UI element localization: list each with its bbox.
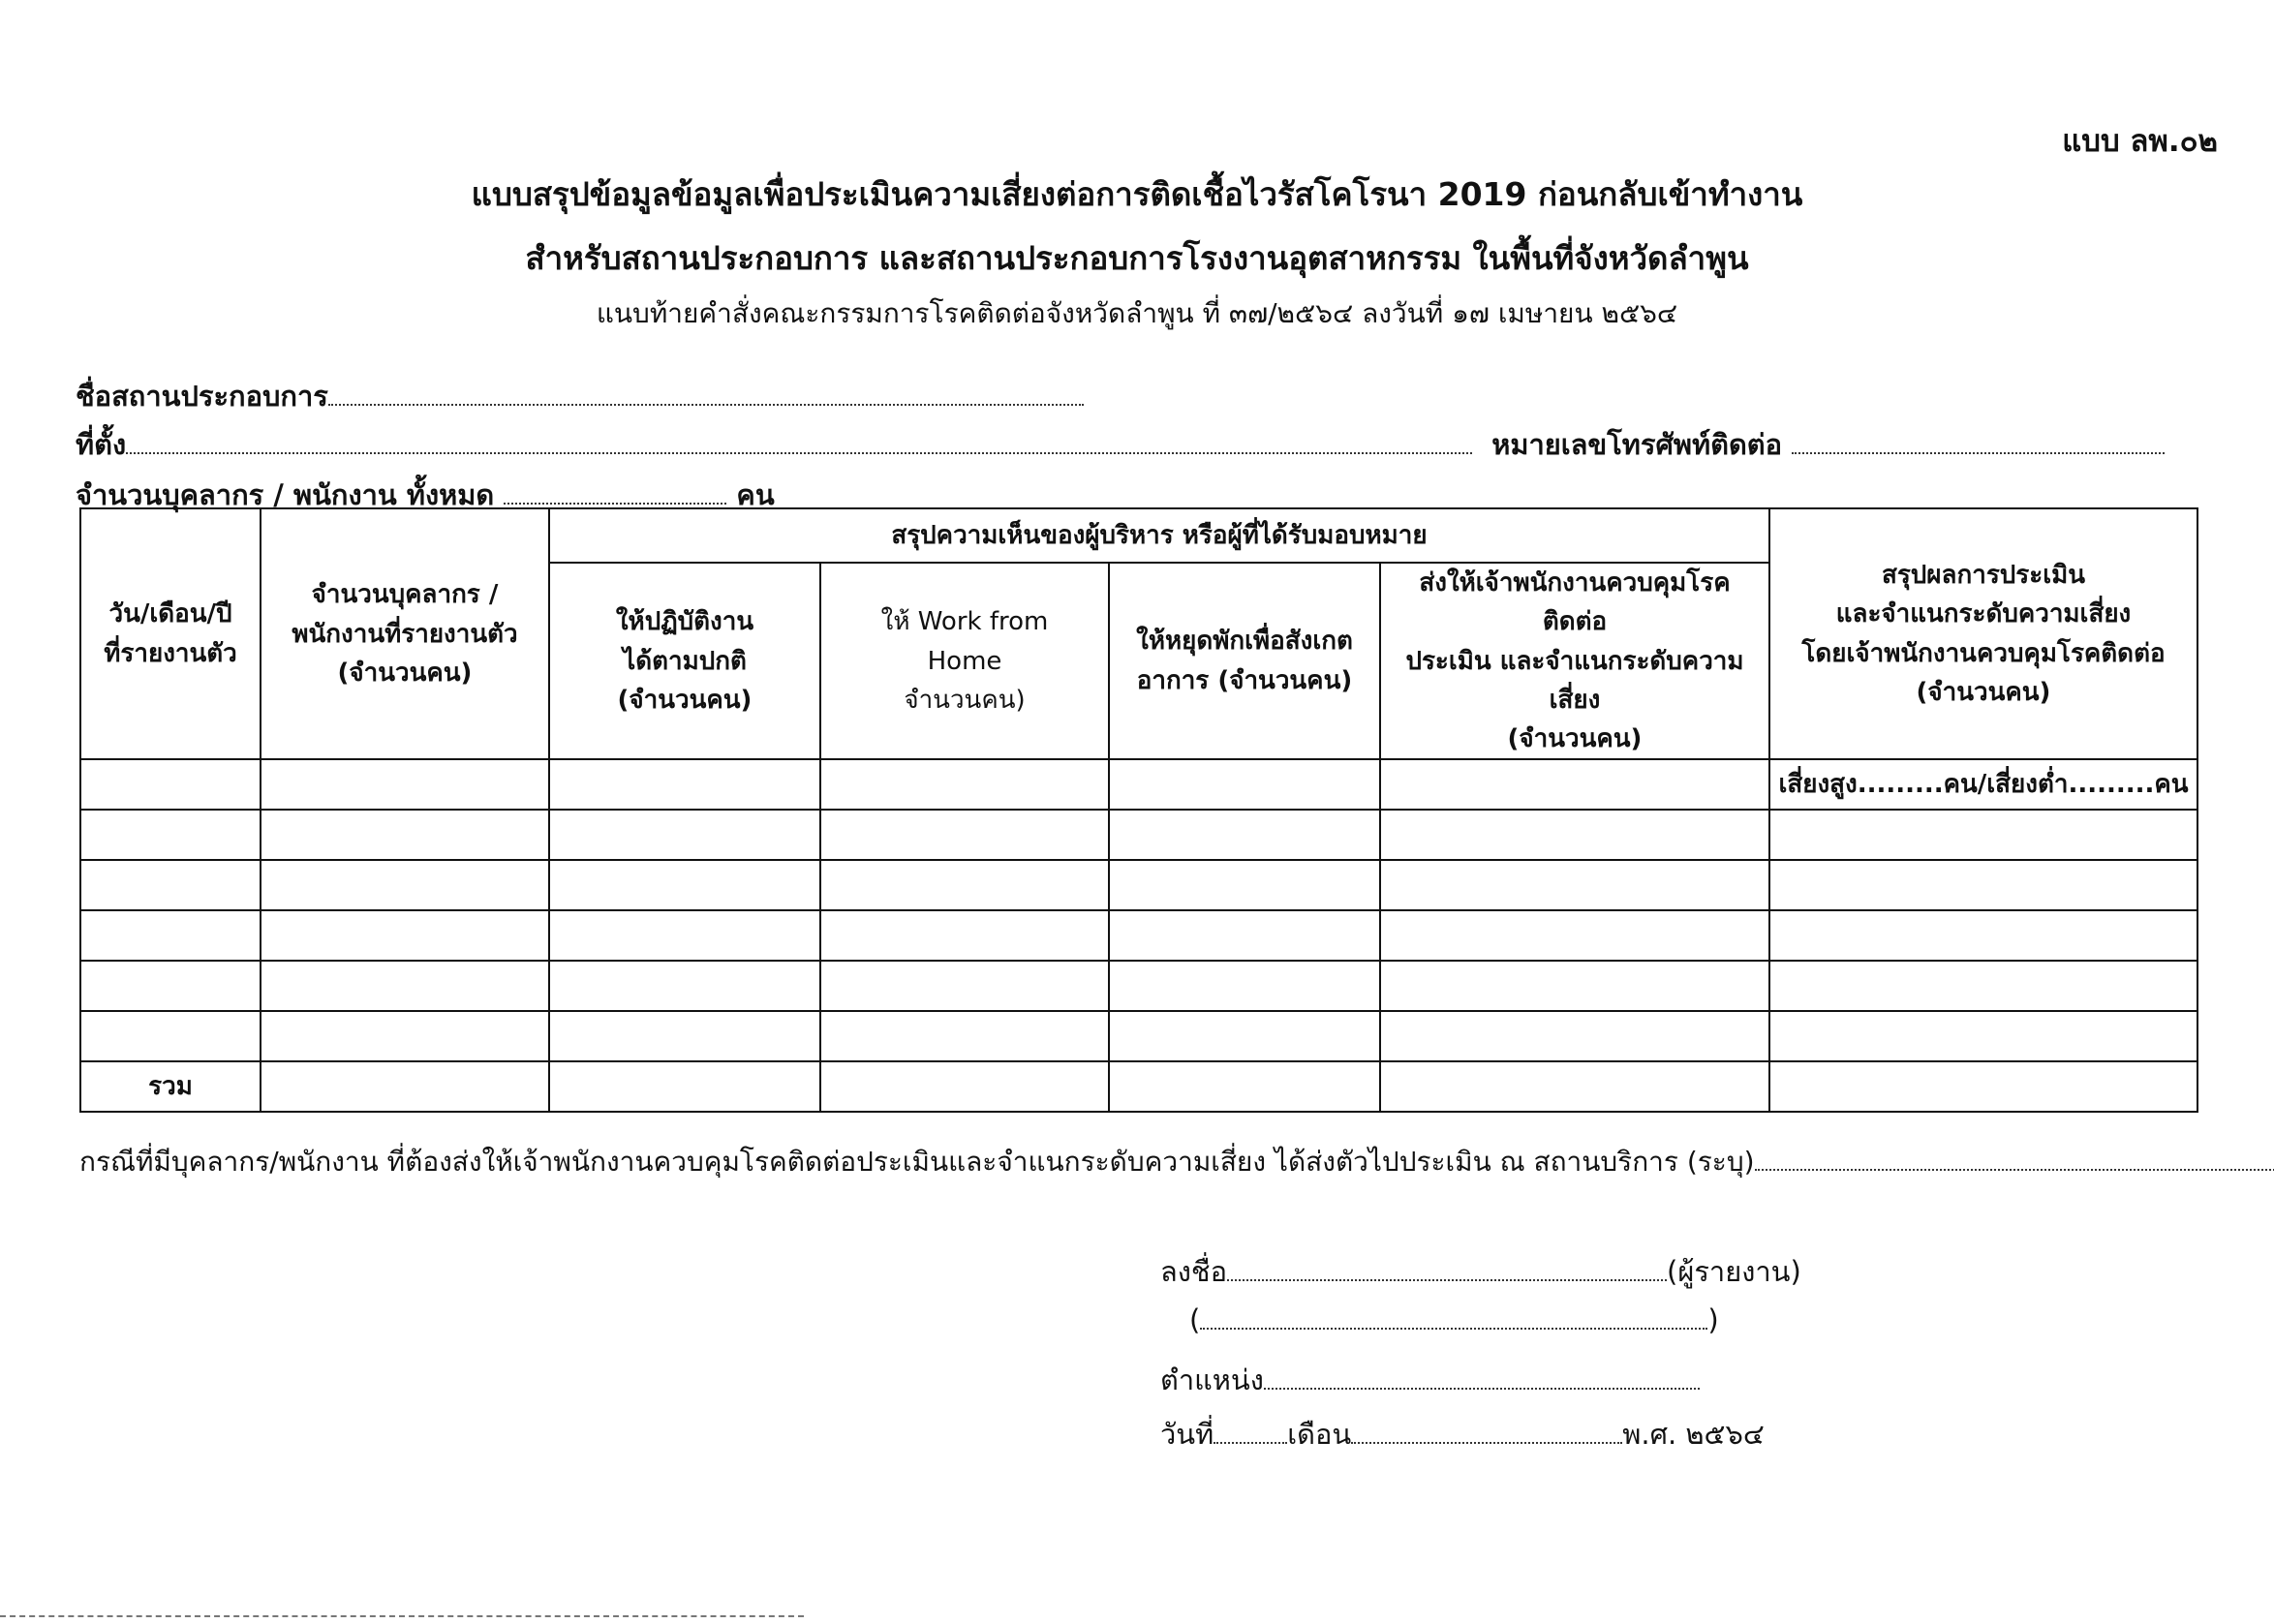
table-cell[interactable] (820, 860, 1109, 910)
establishment-label: ชื่อสถานประกอบการ (76, 380, 328, 413)
form-code: แบบ ลพ.๐๒ (2062, 124, 2218, 159)
staff-total-label: จำนวนบุคลากร / พนักงาน ทั้งหมด (76, 478, 495, 511)
table-cell[interactable] (1380, 860, 1769, 910)
table-cell[interactable] (1769, 1061, 2197, 1112)
table-cell[interactable] (1109, 961, 1380, 1011)
header-reported (261, 508, 549, 759)
form-reference: แนบท้ายคำสั่งคณะกรรมการโรคติดต่อจังหวัดลำพูน ที่ ๓๗/๒๕๖๔ ลงวันที่ ๑๗ เมษายน ๒๕๖๔ (596, 297, 1678, 329)
table-row (80, 759, 2197, 810)
table-cell[interactable] (549, 910, 820, 961)
table-cell[interactable] (80, 961, 261, 1011)
position-label: ตำแหน่ง (1160, 1364, 1264, 1396)
risk-summary-cell[interactable]: เสี่ยงสูง.........คน/เสี่ยงต่ำ.........คน (1769, 759, 2197, 810)
table-cell[interactable] (549, 860, 820, 910)
table-cell[interactable] (1380, 1011, 1769, 1061)
printed-name-field[interactable] (1200, 1306, 1707, 1330)
header-observe-line1: ให้หยุดพักเพื่อสังเกต (1136, 627, 1353, 657)
table-row (80, 1011, 2197, 1061)
table-cell[interactable] (549, 810, 820, 860)
table-cell[interactable] (1769, 910, 2197, 961)
location-field[interactable] (126, 431, 1472, 454)
table-cell[interactable] (1109, 759, 1380, 810)
header-reported-line3: (จำนวนคน) (337, 658, 473, 688)
header-refer (1380, 563, 1769, 759)
table-cell[interactable] (1380, 1061, 1769, 1112)
header-refer-line3: (จำนวนคน) (1507, 724, 1643, 754)
table-cell[interactable] (1769, 860, 2197, 910)
position-field[interactable] (1264, 1366, 1700, 1390)
table-cell[interactable] (80, 910, 261, 961)
header-result-line1: สรุปผลการประเมิน (1881, 561, 2086, 591)
table-cell[interactable] (549, 961, 820, 1011)
table-cell[interactable] (1380, 810, 1769, 860)
total-label: รวม (80, 1061, 261, 1112)
signature-field[interactable] (1227, 1258, 1667, 1281)
referral-note: กรณีที่มีบุคลากร/พนักงาน ที่ต้องส่งให้เจ้าพนักงานควบคุมโรคติดต่อประเมินและจำแนกระดับความเสี่ยง ได้ส่งตัวไปประเมิน ณ สถานบริการ (ระบุ) (79, 1146, 1755, 1178)
reporter-label: (ผู้รายงาน) (1667, 1255, 1801, 1288)
header-normal-work (549, 563, 820, 759)
table-cell[interactable] (820, 1061, 1109, 1112)
signature-row (1160, 1249, 1801, 1294)
table-cell[interactable] (261, 961, 549, 1011)
printed-name-row (1189, 1303, 1719, 1336)
table-cell[interactable] (261, 759, 549, 810)
header-refer-line1: ส่งให้เจ้าพนักงานควบคุมโรคติดต่อ (1419, 568, 1731, 637)
header-observe (1109, 563, 1380, 759)
table-cell[interactable] (820, 810, 1109, 860)
phone-label: หมายเลขโทรศัพท์ติดต่อ (1491, 428, 1783, 461)
position-row (1160, 1358, 1700, 1402)
form-subtitle: สำหรับสถานประกอบการ และสถานประกอบการโรงงานอุตสาหกรรม ในพื้นที่จังหวัดลำพูน (525, 239, 1749, 277)
date-row (1160, 1412, 1765, 1456)
table-cell[interactable] (80, 1011, 261, 1061)
day-field[interactable] (1214, 1421, 1287, 1444)
table-cell[interactable] (549, 759, 820, 810)
table-cell[interactable] (1380, 910, 1769, 961)
table-cell[interactable] (1109, 860, 1380, 910)
table-cell[interactable] (820, 759, 1109, 810)
table-cell[interactable] (261, 1011, 549, 1061)
table-cell[interactable] (1769, 1011, 2197, 1061)
form-title: แบบสรุปข้อมูลข้อมูลเพื่อประเมินความเสี่ยงต่อการติดเชื้อไวรัสโคโรนา 2019 ก่อนกลับเข้าทำงาน (471, 175, 1803, 213)
staff-total-field[interactable] (504, 481, 726, 505)
phone-field[interactable] (1792, 431, 2165, 454)
table-cell[interactable] (1769, 961, 2197, 1011)
table-row (80, 810, 2197, 860)
header-normal-line1: ให้ปฏิบัติงาน (615, 607, 754, 637)
sign-label: ลงชื่อ (1160, 1255, 1228, 1288)
table-cell[interactable] (1109, 1011, 1380, 1061)
table-cell[interactable] (1109, 910, 1380, 961)
header-result-line4: (จำนวนคน) (1916, 678, 2051, 708)
table-cell[interactable] (261, 1061, 549, 1112)
header-wfh-line1: ให้ Work from (880, 607, 1049, 637)
header-result-line2: และจำแนกระดับความเสี่ยง (1835, 599, 2132, 629)
header-wfh (820, 563, 1109, 759)
header-date-line2: ที่รายงานตัว (104, 638, 237, 668)
header-reported-line2: พนักงานที่รายงานตัว (292, 619, 518, 649)
total-row (80, 1061, 2197, 1112)
paren-open: ( (1189, 1303, 1201, 1336)
paren-close: ) (1707, 1303, 1719, 1336)
header-observe-line2: อาการ (จำนวนคน) (1136, 665, 1353, 695)
report-table (79, 507, 2198, 1113)
date-label: วันที่ (1160, 1418, 1214, 1451)
establishment-row (76, 374, 1084, 418)
staff-total-unit: คน (736, 478, 775, 511)
header-wfh-line2: Home (927, 646, 1002, 676)
bottom-rule (0, 1615, 804, 1617)
table-cell[interactable] (80, 810, 261, 860)
header-result-line3: โดยเจ้าพนักงานควบคุมโรคติดต่อ (1801, 638, 2166, 668)
referral-place-field[interactable] (1755, 1148, 2274, 1171)
table-row (80, 860, 2197, 910)
table-cell[interactable] (1380, 961, 1769, 1011)
table-cell[interactable] (1109, 1061, 1380, 1112)
table-cell[interactable] (820, 1011, 1109, 1061)
year-label: พ.ศ. ๒๕๖๔ (1622, 1418, 1765, 1451)
header-date (80, 508, 261, 759)
table-cell[interactable] (80, 860, 261, 910)
table-cell[interactable] (261, 810, 549, 860)
location-row (76, 422, 2165, 467)
table-cell[interactable] (1109, 810, 1380, 860)
header-result (1769, 508, 2197, 759)
table-cell[interactable] (261, 860, 549, 910)
referral-note-row (79, 1141, 2274, 1183)
table-cell[interactable] (261, 910, 549, 961)
table-cell[interactable] (549, 1011, 820, 1061)
header-refer-line2: ประเมิน และจำแนกระดับความเสี่ยง (1405, 646, 1744, 715)
header-management-opinion: สรุปความเห็นของผู้บริหาร หรือผู้ที่ได้รับมอบหมาย (549, 508, 1769, 563)
month-field[interactable] (1351, 1421, 1622, 1444)
table-cell[interactable] (820, 910, 1109, 961)
table-row (80, 961, 2197, 1011)
table-cell[interactable] (80, 759, 261, 810)
header-reported-line1: จำนวนบุคลากร / (311, 580, 499, 610)
header-normal-line2: ได้ตามปกติ (623, 646, 747, 676)
header-normal-line3: (จำนวนคน) (617, 685, 753, 715)
location-label: ที่ตั้ง (76, 428, 127, 461)
table-row (80, 910, 2197, 961)
header-wfh-line3: จำนวนคน) (904, 685, 1026, 715)
header-date-line1: วัน/เดือน/ปี (108, 599, 232, 629)
month-label: เดือน (1287, 1418, 1352, 1451)
table-cell[interactable] (1380, 759, 1769, 810)
table-cell[interactable] (549, 1061, 820, 1112)
table-cell[interactable] (820, 961, 1109, 1011)
establishment-field[interactable] (328, 383, 1084, 406)
table-cell[interactable] (1769, 810, 2197, 860)
